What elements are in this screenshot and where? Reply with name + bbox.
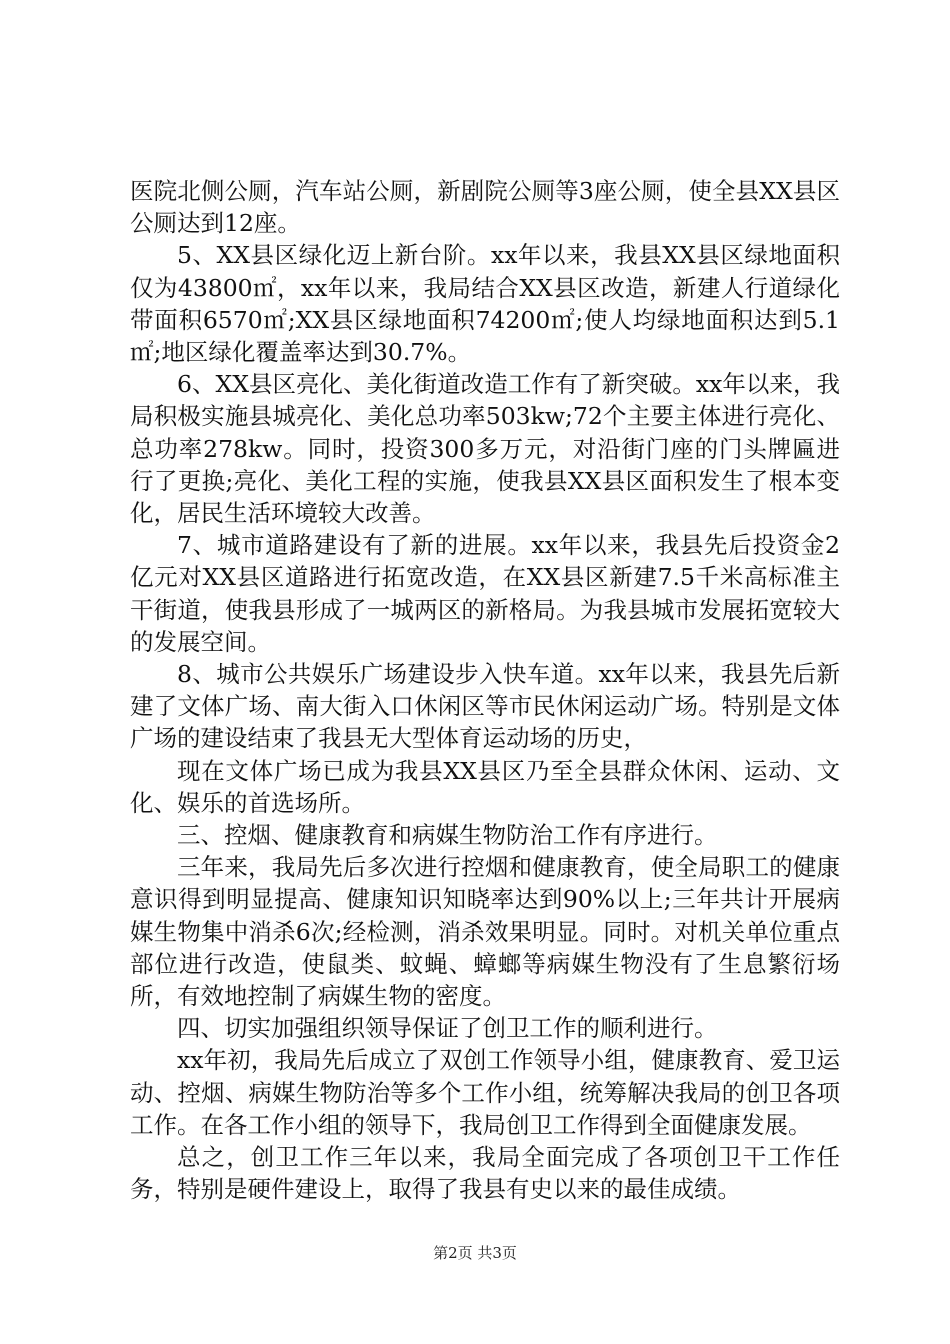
section-heading-3: 三、控烟、健康教育和病媒生物防治工作有序进行。 bbox=[177, 821, 718, 850]
paragraph-5: 现在文体广场已成为我县XX县区乃至全县群众休闲、运动、文化、娱乐的首选场所。 bbox=[130, 756, 840, 817]
paragraph-2: 6、XX县区亮化、美化街道改造工作有了新突破。xx年以来，我局积极实施县城亮化、美化总功率503kw;72个主要主体进行亮化、总功率278kw。同时，投资300多万元，对沿街门座的门头牌匾进行了更换;亮化、美化工程的实施，使我县XX县区面积发生了根本变化，居民生活环境较大改善。 bbox=[130, 370, 840, 528]
section-heading-4: 四、切实加强组织领导保证了创卫工作的顺利进行。 bbox=[177, 1014, 718, 1043]
paragraph-1: 5、XX县区绿化迈上新台阶。xx年以来，我县XX县区绿地面积仅为43800㎡，xx年以来，我局结合XX县区改造，新建人行道绿化带面积6570㎡;XX县区绿地面积74200㎡;使人均绿地面积达到5.1㎡;地区绿化覆盖率达到30.7%。 bbox=[130, 241, 840, 367]
paragraph-0: 医院北侧公厕，汽车站公厕，新剧院公厕等3座公厕，使全县XX县区公厕达到12座。 bbox=[130, 177, 840, 238]
page-number-footer: 第2页 共3页 bbox=[433, 1244, 517, 1262]
paragraph-4: 8、城市公共娱乐广场建设步入快车道。xx年以来，我县先后新建了文体广场、南大街入口休闲区等市民休闲运动广场。特别是文体广场的建设结束了我县无大型体育运动场的历史， bbox=[130, 660, 840, 753]
paragraph-9: xx年初，我局先后成立了双创工作领导小组，健康教育、爱卫运动、控烟、病媒生物防治等多个工作小组，统筹解决我局的创卫各项工作。在各工作小组的领导下，我局创卫工作得到全面健康发展。 bbox=[130, 1046, 840, 1139]
document-body bbox=[130, 175, 840, 1206]
paragraph-3: 7、城市道路建设有了新的进展。xx年以来，我县先后投资金2亿元对XX县区道路进行拓宽改造，在XX县区新建7.5千米高标准主干街道，使我县形成了一城两区的新格局。为我县城市发展拓宽较大的发展空间。 bbox=[130, 531, 840, 656]
paragraph-10: 总之，创卫工作三年以来，我局全面完成了各项创卫干工作任务，特别是硬件建设上，取得了我县有史以来的最佳成绩。 bbox=[130, 1143, 840, 1204]
paragraph-7: 三年来，我局先后多次进行控烟和健康教育，使全局职工的健康意识得到明显提高、健康知识知晓率达到90%以上;三年共计开展病媒生物集中消杀6次;经检测，消杀效果明显。同时。对机关单位重点部位进行改造，使鼠类、蚊蝇、蟑螂等病媒生物没有了生息繁衍场所，有效地控制了病媒生物的密度。 bbox=[130, 853, 840, 1011]
